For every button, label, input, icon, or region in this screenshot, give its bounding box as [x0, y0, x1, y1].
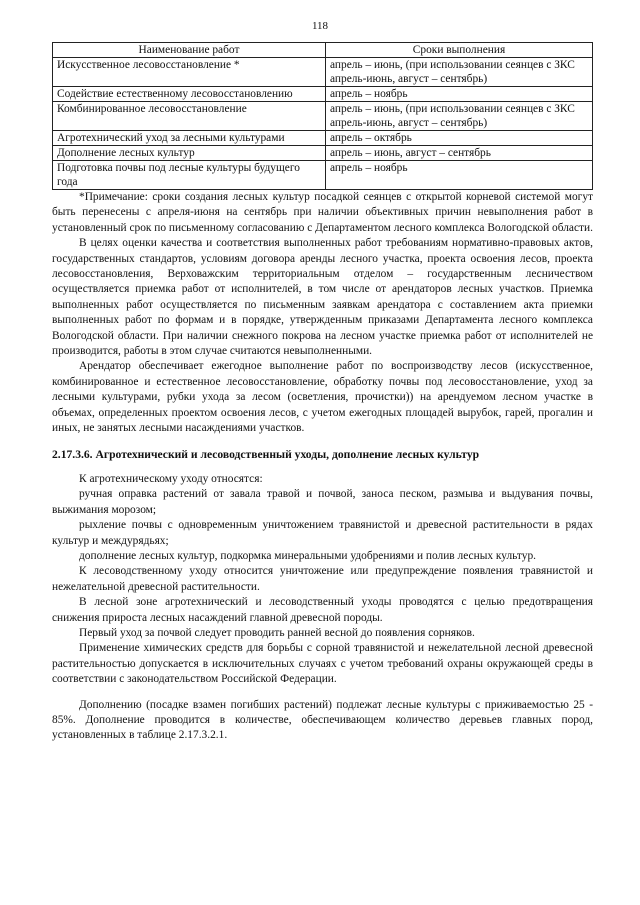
spacer	[52, 688, 593, 698]
list-item: ручная оправка растений от завала травой и почвой, заноса песком, размыва и выдувания почвы, выжимания морозом;	[52, 488, 593, 516]
table-row	[53, 58, 593, 87]
table-cell-work: Искусственное лесовосстановление *	[53, 58, 326, 87]
body-paragraph: В лесной зоне агротехнический и лесоводственный уходы проводятся с целью предотвращения снижения прироста лесных насаждений главной древесной породы.	[52, 596, 593, 624]
body-paragraph: В целях оценки качества и соответствия выполненных работ требованиям нормативно-правовых актов, государственных стандартов, условиям договора аренды лесного участка, проекта освоения лесов, проекта лесовосстановления, Верховажским территориальным отделом – государственным лесничеством осуществляется приемка работ от исполнителей, в том числе от арендаторов лесных участков. Приемка выполненных работ осуществляется по письменным заявкам арендатора с составлением акта приемки выполненных работ по формам и в порядке, утвержденным приказами Департамента лесного комплекса Вологодской области. При наличии снежного покрова на лесном участке приемка работ от исполнителей не производится, работы в этом случае считаются невыполненными.	[52, 237, 593, 358]
page-number: 118	[311, 20, 329, 32]
table-header-cell: Наименование работ	[53, 43, 326, 58]
spacer	[52, 462, 593, 472]
footnote-paragraph: *Примечание: сроки создания лесных культур посадкой сеянцев с открытой корневой системой могут быть перенесены с апреля-июня на сентябрь при наличии объективных причин невыполнения работ в установленный срок по письменному согласованию с Департаментом лесного комплекса Вологодской области.	[52, 191, 593, 234]
body-paragraph: Дополнению (посадке взамен погибших растений) подлежат лесные культуры с приживаемостью 25 - 85%. Дополнение проводится в количестве, обеспечивающем количество деревьев главных пород, установленных в таблице 2.17.3.2.1.	[52, 698, 593, 742]
table-cell-work: Содействие естественному лесовосстановлению	[53, 87, 326, 102]
list-item: рыхление почвы с одновременным уничтожением травянистой и древесной растительности в рядах культур и междурядьях;	[52, 519, 593, 547]
table-cell-period: апрель – июнь, (при использовании сеянцев с ЗКС апрель-июнь, август – сентябрь)	[326, 58, 593, 87]
document-body	[52, 42, 593, 744]
table-cell-work: Комбинированное лесовосстановление	[53, 102, 326, 131]
table-cell-period: апрель – июнь, (при использовании сеянцев с ЗКС апрель-июнь, август – сентябрь)	[326, 102, 593, 131]
table-cell-period: апрель – ноябрь	[326, 87, 593, 102]
spacer	[52, 437, 593, 447]
list-item: дополнение лесных культур, подкормка минеральными удобрениями и полив лесных культур.	[79, 549, 536, 562]
table-row	[53, 87, 593, 102]
body-paragraph: К лесоводственному уходу относится уничтожение или предупреждение появления травянистой и нежелательной древесной растительности.	[52, 565, 593, 593]
table-header-row	[53, 43, 593, 58]
table-cell-work: Подготовка почвы под лесные культуры будущего года	[53, 161, 326, 190]
body-paragraph: Применение химических средств для борьбы с сорной травянистой и нежелательной лесной древесной растительностью допускается в исключительных случаях с учетом требований охраны окружающей среды в соответствии с законодательством Российской Федерации.	[52, 642, 593, 686]
body-paragraph: К агротехническому уходу относятся:	[79, 472, 263, 485]
body-paragraph: Арендатор обеспечивает ежегодное выполнение работ по воспроизводству лесов (искусственное, комбинированное и естественное лесовосстановление, обработку почвы под лесовосстановление, уход за лесными культурами, рубки ухода за лесом (осветления, прочистки)) на арендуемом лесном участке в объемах, определенных проектом освоения лесов, с учетом ежегодных площадей вырубок, гарей, прогалин и иных, не занятых лесными насаждениями участков.	[52, 360, 593, 435]
table-cell-period: апрель – июнь, август – сентябрь	[326, 146, 593, 161]
section-heading: 2.17.3.6. Агротехнический и лесоводственный уходы, дополнение лесных культур	[52, 447, 480, 461]
table-cell-work: Дополнение лесных культур	[53, 146, 326, 161]
table-row	[53, 146, 593, 161]
table-row	[53, 131, 593, 146]
works-schedule-table	[52, 42, 593, 190]
table-cell-work: Агротехнический уход за лесными культурами	[53, 131, 326, 146]
table-row	[53, 161, 593, 190]
table-row	[53, 102, 593, 131]
body-paragraph: Первый уход за почвой следует проводить ранней весной до появления сорняков.	[79, 626, 475, 639]
table-cell-period: апрель – ноябрь	[326, 161, 593, 190]
table-cell-period: апрель – октябрь	[326, 131, 593, 146]
table-header-cell: Сроки выполнения	[326, 43, 593, 58]
